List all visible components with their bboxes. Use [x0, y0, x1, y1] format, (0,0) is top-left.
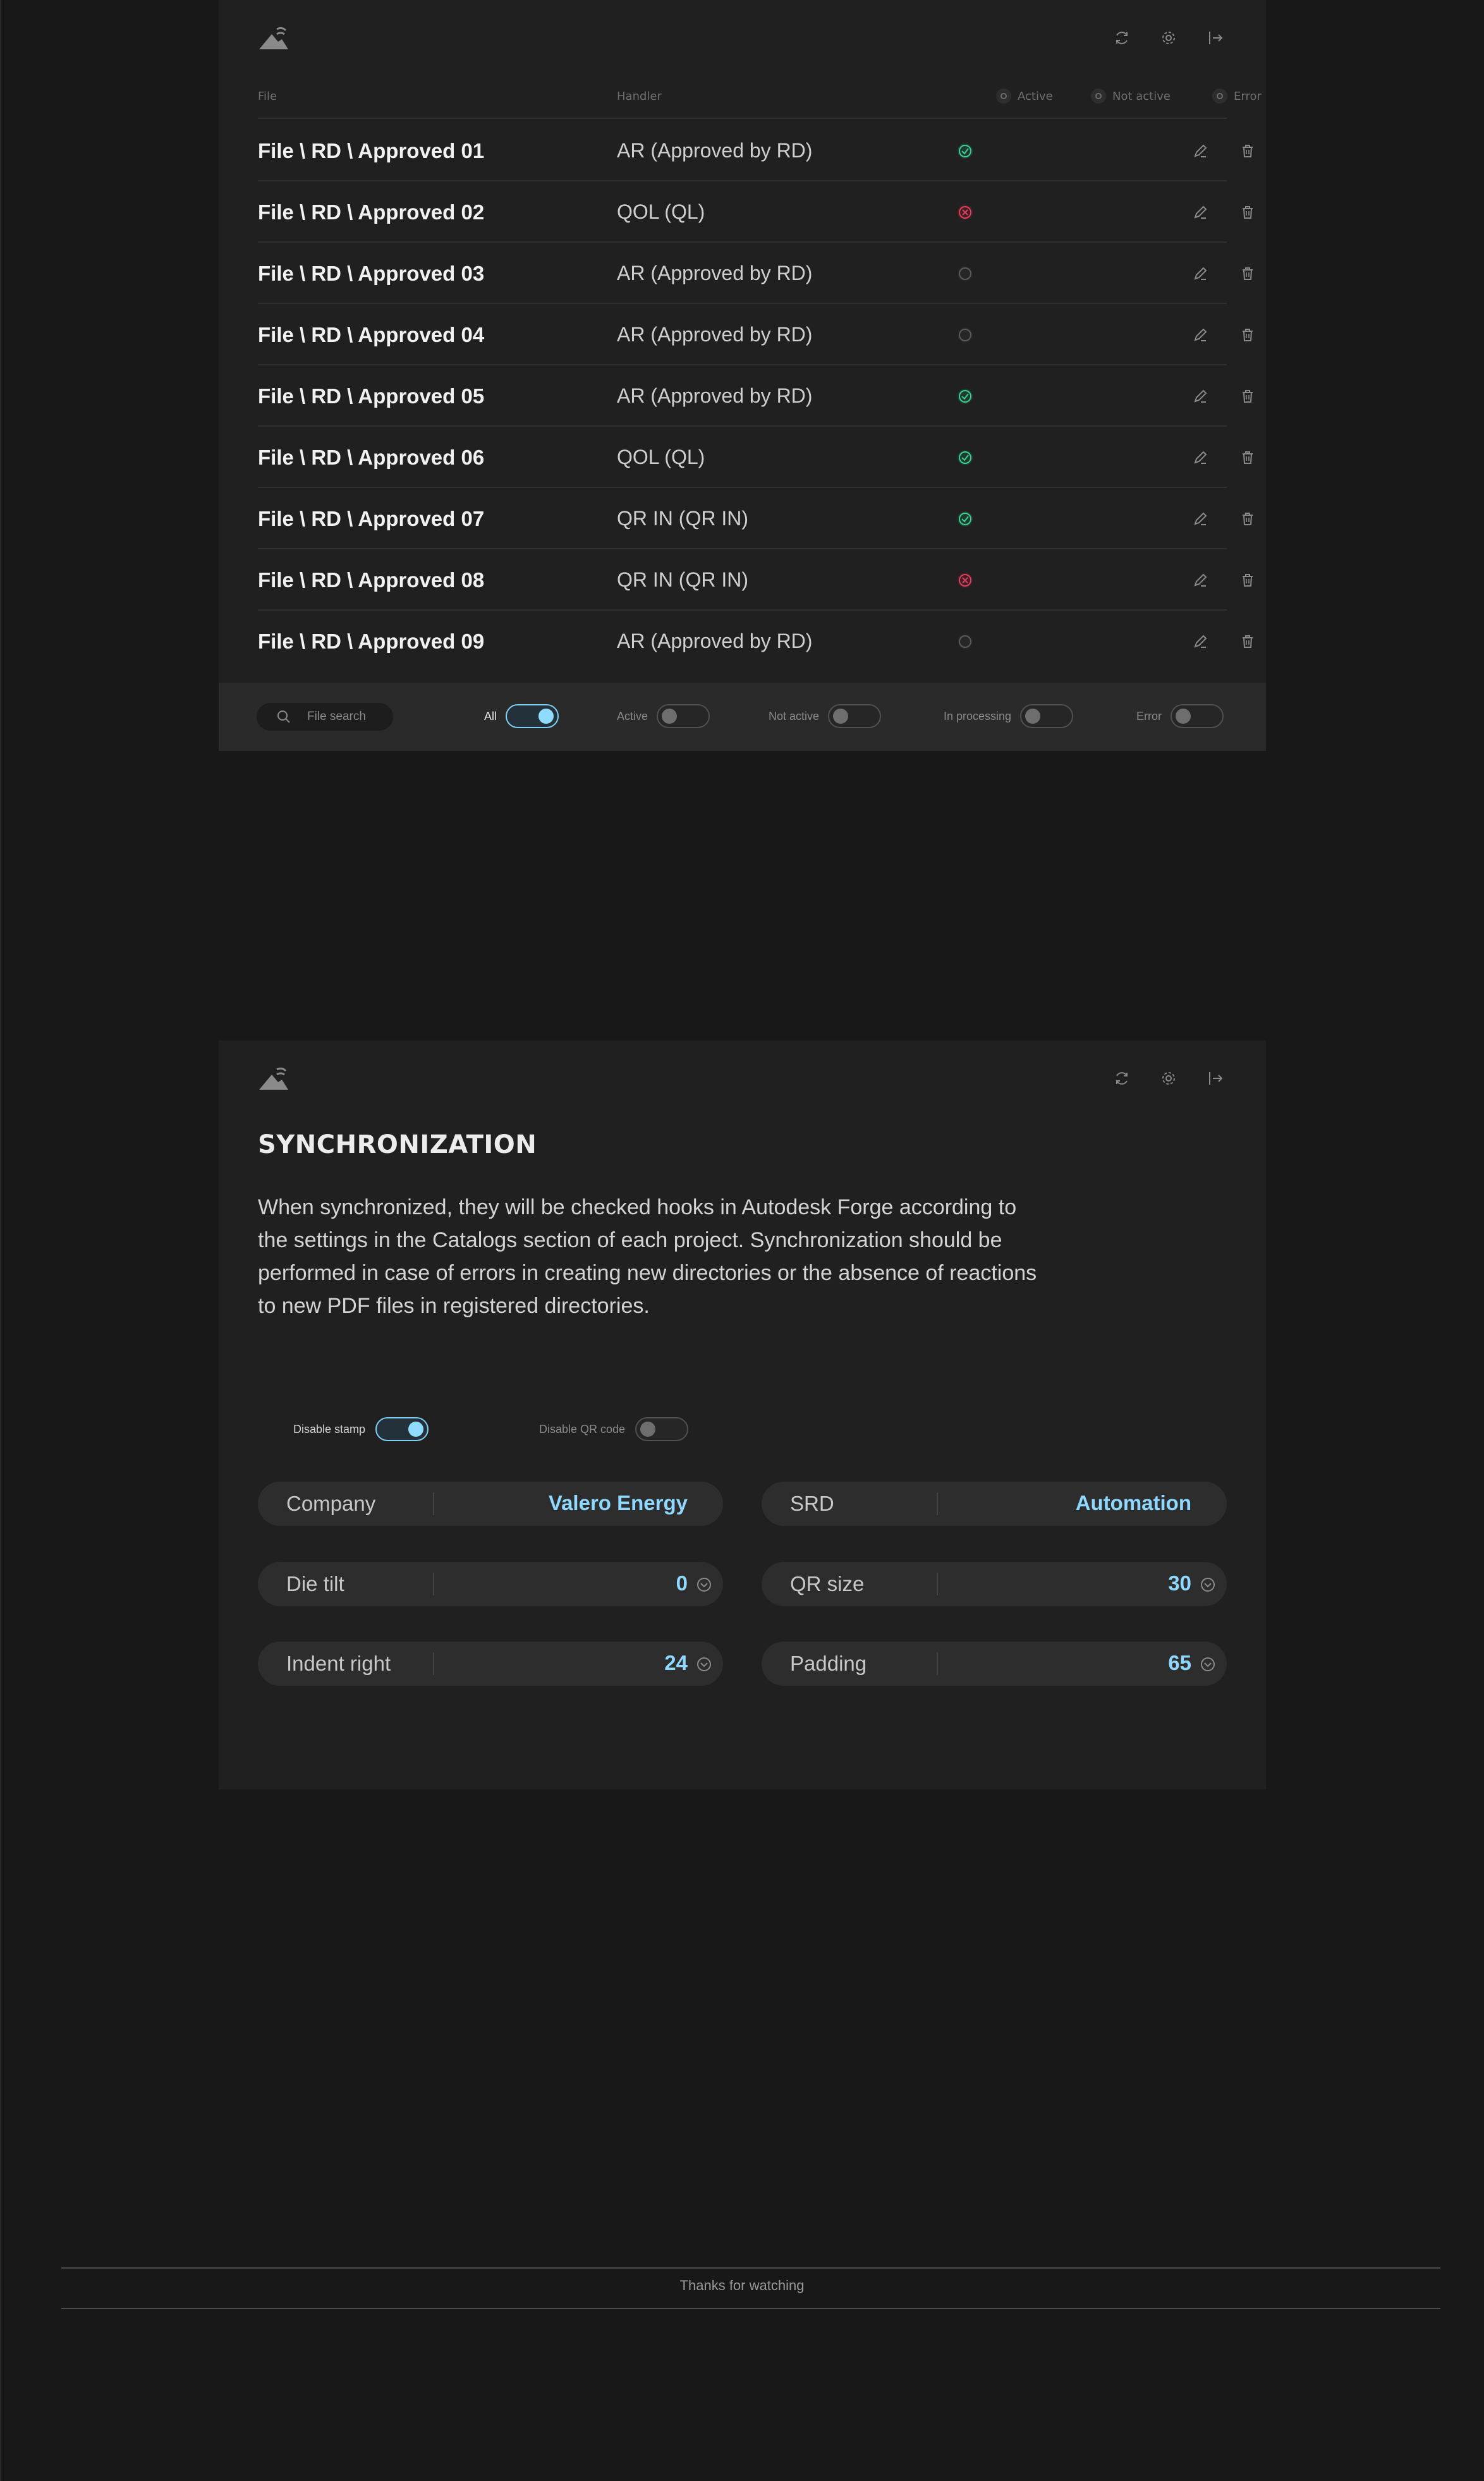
filter-not-active-toggle[interactable]: [828, 704, 881, 728]
column-header-file: File: [258, 90, 277, 103]
filter-active-label: Active: [617, 709, 648, 722]
filter-active-toggle[interactable]: [657, 704, 710, 728]
die-tilt-label: Die tilt: [286, 1572, 344, 1595]
option-disable-qr-code-label: Disable QR code: [539, 1422, 626, 1436]
status-active-icon: [953, 507, 977, 531]
status-active-icon: [953, 446, 977, 470]
legend-error-label: Error: [1234, 89, 1262, 103]
sync-panel: [219, 1040, 1266, 1789]
padding-label: Padding: [790, 1652, 867, 1675]
filter-error: [1136, 704, 1224, 728]
footer-divider-bottom: [61, 2308, 1440, 2309]
handler-name: QR IN (QR IN): [617, 507, 748, 530]
option-disable-stamp-label: Disable stamp: [293, 1422, 366, 1436]
field-separator: [433, 1492, 434, 1515]
handler-name: AR (Approved by RD): [617, 323, 813, 346]
delete-icon[interactable]: [1236, 262, 1260, 286]
edit-icon[interactable]: [1188, 446, 1212, 470]
file-name: File \ RD \ Approved 09: [258, 630, 485, 653]
company-field[interactable]: [258, 1482, 723, 1526]
edit-icon[interactable]: [1188, 384, 1212, 408]
filter-all-label: All: [484, 709, 497, 722]
edit-icon[interactable]: [1188, 568, 1212, 592]
logout-icon[interactable]: [1204, 27, 1227, 49]
handler-name: AR (Approved by RD): [617, 262, 813, 284]
edit-icon[interactable]: [1188, 139, 1212, 163]
filter-all: [484, 704, 559, 728]
field-separator: [937, 1492, 938, 1515]
status-active-icon: [953, 384, 977, 408]
table-row[interactable]: [258, 181, 1227, 243]
handler-name: QR IN (QR IN): [617, 568, 748, 591]
table-row[interactable]: [258, 120, 1227, 181]
file-name: File \ RD \ Approved 06: [258, 446, 485, 469]
padding-value[interactable]: 65: [1168, 1651, 1191, 1674]
filter-active: [617, 704, 710, 728]
sync-panel-header: [258, 1064, 1227, 1094]
filter-error-toggle[interactable]: [1171, 704, 1224, 728]
indent-right-label: Indent right: [286, 1652, 391, 1675]
file-name: File \ RD \ Approved 08: [258, 568, 485, 592]
delete-icon[interactable]: [1236, 568, 1260, 592]
field-separator: [937, 1573, 938, 1595]
table-row[interactable]: [258, 488, 1227, 549]
legend-error: [1212, 88, 1262, 104]
app-logo: [258, 24, 289, 53]
delete-icon[interactable]: [1236, 200, 1260, 224]
files-panel-header: [258, 24, 1227, 53]
chevron-down-icon[interactable]: [696, 1657, 712, 1672]
settings-icon[interactable]: [1157, 1067, 1180, 1090]
filter-bar: [219, 683, 1266, 751]
file-name: File \ RD \ Approved 02: [258, 200, 485, 224]
file-name: File \ RD \ Approved 03: [258, 262, 485, 285]
delete-icon[interactable]: [1236, 323, 1260, 347]
file-name: File \ RD \ Approved 04: [258, 323, 485, 346]
disable-qr-code-toggle[interactable]: [635, 1417, 688, 1441]
legend-active: [996, 88, 1053, 104]
legend-not-active: [1091, 88, 1171, 104]
option-disable-stamp: [293, 1417, 429, 1441]
status-error-icon: [953, 568, 977, 592]
table-row[interactable]: [258, 611, 1227, 672]
delete-icon[interactable]: [1236, 630, 1260, 654]
status-error-icon: [953, 200, 977, 224]
table-row[interactable]: [258, 243, 1227, 304]
company-value[interactable]: Valero Energy: [548, 1491, 688, 1515]
handler-name: QOL (QL): [617, 200, 705, 223]
table-row[interactable]: [258, 365, 1227, 427]
edit-icon[interactable]: [1188, 630, 1212, 654]
page-left-rule: [0, 0, 1, 2481]
filter-not-active: [769, 704, 881, 728]
table-row[interactable]: [258, 427, 1227, 488]
header-actions: [1110, 27, 1227, 49]
delete-icon[interactable]: [1236, 446, 1260, 470]
field-separator: [433, 1652, 434, 1675]
indent-right-field[interactable]: [258, 1642, 723, 1686]
filter-all-toggle[interactable]: [506, 704, 559, 728]
filter-in-processing-label: In processing: [944, 709, 1012, 722]
files-panel: [219, 0, 1266, 751]
field-separator: [937, 1652, 938, 1675]
qr-size-value[interactable]: 30: [1168, 1571, 1191, 1595]
legend-not-active-icon: [1091, 88, 1106, 104]
edit-icon[interactable]: [1188, 262, 1212, 286]
search-input[interactable]: [307, 710, 389, 724]
handler-name: QOL (QL): [617, 446, 705, 468]
refresh-icon[interactable]: [1110, 1067, 1133, 1090]
logout-icon[interactable]: [1204, 1067, 1227, 1090]
table-row[interactable]: [258, 549, 1227, 611]
chevron-down-icon[interactable]: [1200, 1657, 1215, 1672]
padding-field[interactable]: [762, 1642, 1227, 1686]
edit-icon[interactable]: [1188, 323, 1212, 347]
app-logo: [258, 1064, 289, 1094]
legend-error-icon: [1212, 88, 1227, 104]
status-active-icon: [953, 139, 977, 163]
edit-icon[interactable]: [1188, 507, 1212, 531]
die-tilt-field[interactable]: [258, 1562, 723, 1606]
files-table-header: [258, 86, 1262, 119]
srd-value[interactable]: Automation: [1075, 1491, 1191, 1515]
field-separator: [433, 1573, 434, 1595]
file-name: File \ RD \ Approved 07: [258, 507, 485, 530]
search-icon: [276, 709, 292, 725]
settings-icon[interactable]: [1157, 27, 1180, 49]
edit-icon[interactable]: [1188, 200, 1212, 224]
status-inactive-icon: [953, 323, 977, 347]
filter-not-active-label: Not active: [769, 709, 820, 722]
header-actions: [1110, 1067, 1227, 1090]
qr-size-label: QR size: [790, 1572, 865, 1595]
file-name: File \ RD \ Approved 01: [258, 139, 485, 162]
srd-label: SRD: [790, 1492, 834, 1515]
chevron-down-icon[interactable]: [696, 1577, 712, 1592]
page-title: SYNCHRONIZATION: [258, 1130, 537, 1159]
handler-name: AR (Approved by RD): [617, 630, 813, 652]
option-disable-qr-code: [539, 1417, 688, 1441]
file-search[interactable]: [257, 703, 393, 731]
table-row[interactable]: [258, 304, 1227, 365]
chevron-down-icon[interactable]: [1200, 1577, 1215, 1592]
status-inactive-icon: [953, 630, 977, 654]
disable-stamp-toggle[interactable]: [375, 1417, 429, 1441]
legend-active-icon: [996, 88, 1011, 104]
sync-description: When synchronized, they will be checked hooks in Autodesk Forge according to the settings in the Catalogs section of each project. Synchronization should be performed in case of errors in creating new directories or the absence of reactions to new PDF files in registered directories.: [258, 1195, 1037, 1318]
footer-text: Thanks for watching: [679, 2277, 805, 2293]
filter-error-label: Error: [1136, 709, 1162, 722]
company-label: Company: [286, 1492, 376, 1515]
delete-icon[interactable]: [1236, 139, 1260, 163]
delete-icon[interactable]: [1236, 384, 1260, 408]
legend-active-label: Active: [1018, 89, 1053, 103]
filter-in-processing-toggle[interactable]: [1020, 704, 1073, 728]
srd-field[interactable]: [762, 1482, 1227, 1526]
delete-icon[interactable]: [1236, 507, 1260, 531]
column-header-handler: Handler: [617, 90, 662, 103]
file-name: File \ RD \ Approved 05: [258, 384, 485, 408]
handler-name: AR (Approved by RD): [617, 139, 813, 162]
files-table-body: [258, 120, 1227, 672]
handler-name: AR (Approved by RD): [617, 384, 813, 407]
legend-not-active-label: Not active: [1112, 89, 1171, 103]
status-inactive-icon: [953, 262, 977, 286]
die-tilt-value[interactable]: 0: [676, 1571, 688, 1595]
indent-right-value[interactable]: 24: [664, 1651, 688, 1674]
refresh-icon[interactable]: [1110, 27, 1133, 49]
footer-divider-top: [61, 2267, 1440, 2269]
qr-size-field[interactable]: [762, 1562, 1227, 1606]
filter-in-processing: [944, 704, 1073, 728]
